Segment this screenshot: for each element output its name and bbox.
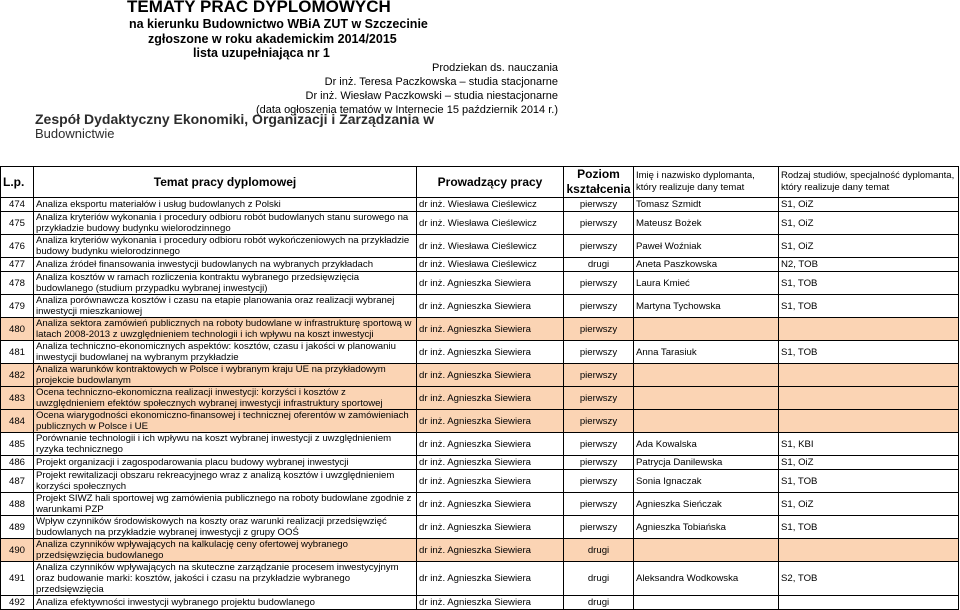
cell-imie: Aleksandra Wodkowska bbox=[634, 562, 779, 596]
cell-prowadzacy: dr inż. Agnieszka Siewiera bbox=[417, 272, 564, 295]
discipline-name: Budownictwie bbox=[35, 126, 115, 141]
cell-lp: 476 bbox=[1, 235, 34, 258]
cell-lp: 487 bbox=[1, 470, 34, 493]
cell-poziom: drugi bbox=[564, 562, 634, 596]
cell-poziom: pierwszy bbox=[564, 318, 634, 341]
cell-prowadzacy: dr inż. Wiesława Cieślewicz bbox=[417, 212, 564, 235]
cell-prowadzacy: dr inż. Agnieszka Siewiera bbox=[417, 433, 564, 456]
list-number-line: lista uzupełniająca nr 1 bbox=[193, 46, 330, 60]
cell-rodzaj bbox=[779, 539, 959, 562]
cell-imie: Agnieszka Tobiańska bbox=[634, 516, 779, 539]
cell-lp: 479 bbox=[1, 295, 34, 318]
col-header-temat: Temat pracy dyplomowej bbox=[34, 167, 417, 198]
cell-rodzaj bbox=[779, 364, 959, 387]
cell-temat: Porównanie technologii i ich wpływu na koszt wybranej inwestycji z uwzględnieniem ryzyka technicznego bbox=[34, 433, 417, 456]
cell-temat: Analiza kryteriów wykonania i procedury odbioru robót budowlanych stanu surowego na przykładzie budowy budynku wielorodzinnego bbox=[34, 212, 417, 235]
cell-imie: Patrycja Danilewska bbox=[634, 456, 779, 470]
cell-prowadzacy: dr inż. Agnieszka Siewiera bbox=[417, 364, 564, 387]
cell-temat: Projekt rewitalizacji obszaru rekreacyjnego wraz z analizą kosztów i uwzględnieniem korzyści społecznych bbox=[34, 470, 417, 493]
table-row bbox=[1, 387, 959, 410]
cell-prowadzacy: dr inż. Agnieszka Siewiera bbox=[417, 562, 564, 596]
academic-year-line: zgłoszone w roku akademickim 2014/2015 bbox=[148, 32, 397, 46]
cell-prowadzacy: dr inż. Agnieszka Siewiera bbox=[417, 295, 564, 318]
cell-rodzaj: S1, TOB bbox=[779, 341, 959, 364]
cell-lp: 491 bbox=[1, 562, 34, 596]
cell-temat: Ocena wiarygodności ekonomiczno-finansowej i technicznej oferentów w zamówieniach publicznych w Polsce i UE bbox=[34, 410, 417, 433]
cell-lp: 477 bbox=[1, 258, 34, 272]
cell-imie bbox=[634, 318, 779, 341]
table-row bbox=[1, 258, 959, 272]
table-header-row bbox=[1, 167, 959, 198]
cell-poziom: pierwszy bbox=[564, 235, 634, 258]
table-row bbox=[1, 470, 959, 493]
table-row bbox=[1, 341, 959, 364]
cell-prowadzacy: dr inż. Agnieszka Siewiera bbox=[417, 493, 564, 516]
cell-prowadzacy: dr inż. Wiesława Cieślewicz bbox=[417, 235, 564, 258]
cell-poziom: pierwszy bbox=[564, 433, 634, 456]
cell-lp: 489 bbox=[1, 516, 34, 539]
signatory-stacjonarne: Dr inż. Teresa Paczkowska – studia stacjonarne bbox=[324, 76, 558, 88]
signatory-niestacjonarne: Dr inż. Wiesław Paczkowski – studia niestacjonarne bbox=[305, 90, 558, 102]
cell-rodzaj: S1, OiZ bbox=[779, 456, 959, 470]
cell-rodzaj: S1, TOB bbox=[779, 272, 959, 295]
cell-poziom: pierwszy bbox=[564, 364, 634, 387]
table-row bbox=[1, 198, 959, 212]
cell-rodzaj: S1, TOB bbox=[779, 470, 959, 493]
cell-imie: Aneta Paszkowska bbox=[634, 258, 779, 272]
cell-rodzaj: S1, OiZ bbox=[779, 198, 959, 212]
cell-temat: Analiza kosztów w ramach rozliczenia kontraktu wybranego przedsięwzięcia budowlanego (studium przypadku wybranej inwestycji) bbox=[34, 272, 417, 295]
table-row bbox=[1, 562, 959, 596]
cell-temat: Analiza porównawcza kosztów i czasu na etapie planowania oraz realizacji wybranej inwestycji mieszkaniowej bbox=[34, 295, 417, 318]
cell-poziom: pierwszy bbox=[564, 212, 634, 235]
cell-prowadzacy: dr inż. Wiesława Cieślewicz bbox=[417, 258, 564, 272]
cell-rodzaj: S1, OiZ bbox=[779, 493, 959, 516]
table-row bbox=[1, 364, 959, 387]
cell-prowadzacy: dr inż. Agnieszka Siewiera bbox=[417, 516, 564, 539]
table-row bbox=[1, 596, 959, 610]
cell-rodzaj: S1, TOB bbox=[779, 295, 959, 318]
table-row bbox=[1, 410, 959, 433]
cell-imie: Laura Kmieć bbox=[634, 272, 779, 295]
cell-lp: 483 bbox=[1, 387, 34, 410]
cell-imie: Martyna Tychowska bbox=[634, 295, 779, 318]
cell-poziom: pierwszy bbox=[564, 493, 634, 516]
col-header-prowadzacy: Prowadzący pracy bbox=[417, 167, 564, 198]
cell-rodzaj bbox=[779, 410, 959, 433]
col-header-imie: Imię i nazwisko dyplomanta, który realizuje dany temat bbox=[634, 167, 779, 198]
col-header-rodzaj: Rodzaj studiów, specjalność dyplomanta, który realizuje dany temat bbox=[779, 167, 959, 198]
page-title: TEMATY PRAC DYPLOMOWYCH bbox=[127, 0, 391, 16]
cell-temat: Projekt organizacji i zagospodarowania placu budowy wybranej inwestycji bbox=[34, 456, 417, 470]
cell-rodzaj: N2, TOB bbox=[779, 258, 959, 272]
table-row bbox=[1, 433, 959, 456]
cell-prowadzacy: dr inż. Wiesława Cieślewicz bbox=[417, 198, 564, 212]
cell-poziom: pierwszy bbox=[564, 272, 634, 295]
cell-lp: 478 bbox=[1, 272, 34, 295]
table-row bbox=[1, 295, 959, 318]
table-row bbox=[1, 272, 959, 295]
cell-poziom: drugi bbox=[564, 258, 634, 272]
cell-temat: Analiza źródeł finansowania inwestycji budowlanych na wybranych przykładach bbox=[34, 258, 417, 272]
cell-prowadzacy: dr inż. Agnieszka Siewiera bbox=[417, 539, 564, 562]
cell-prowadzacy: dr inż. Agnieszka Siewiera bbox=[417, 470, 564, 493]
col-header-poziom: Poziom kształcenia bbox=[564, 167, 634, 198]
cell-rodzaj: S1, TOB bbox=[779, 516, 959, 539]
cell-lp: 492 bbox=[1, 596, 34, 610]
cell-imie bbox=[634, 364, 779, 387]
cell-prowadzacy: dr inż. Agnieszka Siewiera bbox=[417, 387, 564, 410]
table-row bbox=[1, 456, 959, 470]
cell-imie: Anna Tarasiuk bbox=[634, 341, 779, 364]
cell-prowadzacy: dr inż. Agnieszka Siewiera bbox=[417, 410, 564, 433]
cell-poziom: pierwszy bbox=[564, 456, 634, 470]
cell-prowadzacy: dr inż. Agnieszka Siewiera bbox=[417, 318, 564, 341]
cell-imie: Ada Kowalska bbox=[634, 433, 779, 456]
table-row bbox=[1, 212, 959, 235]
cell-poziom: pierwszy bbox=[564, 387, 634, 410]
cell-temat: Wpływ czynników środowiskowych na koszty oraz warunki realizacji przedsięwzięć budowlanych na przykładzie wybranej inwestycji z grupy OOŚ bbox=[34, 516, 417, 539]
col-header-lp: L.p. bbox=[1, 167, 34, 198]
cell-poziom: pierwszy bbox=[564, 516, 634, 539]
cell-lp: 490 bbox=[1, 539, 34, 562]
cell-imie: Mateusz Bożek bbox=[634, 212, 779, 235]
cell-rodzaj: S1, KBI bbox=[779, 433, 959, 456]
cell-temat: Analiza techniczno-ekonomicznych aspektów: kosztów, czasu i jakości w planowaniu inwestycji budowlanej na wybranym przykładzie bbox=[34, 341, 417, 364]
cell-imie: Sonia Ignaczak bbox=[634, 470, 779, 493]
cell-lp: 482 bbox=[1, 364, 34, 387]
cell-lp: 488 bbox=[1, 493, 34, 516]
cell-lp: 484 bbox=[1, 410, 34, 433]
cell-lp: 480 bbox=[1, 318, 34, 341]
cell-temat: Analiza eksportu materiałów i usług budowlanych z Polski bbox=[34, 198, 417, 212]
cell-rodzaj: S1, OiZ bbox=[779, 235, 959, 258]
cell-lp: 485 bbox=[1, 433, 34, 456]
cell-imie bbox=[634, 539, 779, 562]
cell-imie: Agnieszka Sieńczak bbox=[634, 493, 779, 516]
cell-prowadzacy: dr inż. Agnieszka Siewiera bbox=[417, 456, 564, 470]
faculty-line: na kierunku Budownictwo WBiA ZUT w Szczecinie bbox=[129, 17, 428, 31]
cell-temat: Analiza kryteriów wykonania i procedury odbioru robót wykończeniowych na przykładzie budowy budynku wielorodzinnego bbox=[34, 235, 417, 258]
cell-lp: 474 bbox=[1, 198, 34, 212]
cell-temat: Analiza efektywności inwestycji wybranego projektu budowlanego bbox=[34, 596, 417, 610]
thesis-topics-table bbox=[0, 166, 959, 610]
table-row bbox=[1, 318, 959, 341]
cell-imie bbox=[634, 387, 779, 410]
cell-rodzaj bbox=[779, 596, 959, 610]
table-row bbox=[1, 235, 959, 258]
cell-poziom: pierwszy bbox=[564, 341, 634, 364]
cell-lp: 475 bbox=[1, 212, 34, 235]
cell-rodzaj: S2, TOB bbox=[779, 562, 959, 596]
cell-imie: Paweł Woźniak bbox=[634, 235, 779, 258]
cell-temat: Analiza czynników wpływających na skuteczne zarządzanie procesem inwestycyjnym oraz budowanie marki: kosztów, jakości i czasu na przykładzie wybranego przedsięwzięcia bbox=[34, 562, 417, 596]
cell-poziom: drugi bbox=[564, 596, 634, 610]
announcement-date: (data ogłoszenia tematów w Internecie 15 październik 2014 r.) bbox=[255, 104, 558, 116]
cell-rodzaj bbox=[779, 318, 959, 341]
cell-temat: Projekt SIWZ hali sportowej wg zamówienia publicznego na roboty budowlane zgodnie z warunkami PZP bbox=[34, 493, 417, 516]
cell-lp: 486 bbox=[1, 456, 34, 470]
table-row bbox=[1, 516, 959, 539]
table-row bbox=[1, 493, 959, 516]
cell-temat: Analiza czynników wpływających na kalkulację ceny ofertowej wybranego przedsięwzięcia budowlanego bbox=[34, 539, 417, 562]
cell-temat: Analiza warunków kontraktowych w Polsce i wybranym kraju UE na przykładowym projekcie budowlanym bbox=[34, 364, 417, 387]
cell-prowadzacy: dr inż. Agnieszka Siewiera bbox=[417, 341, 564, 364]
cell-imie bbox=[634, 410, 779, 433]
cell-rodzaj: S1, OiZ bbox=[779, 212, 959, 235]
department-name: Zespół Dydaktyczny Ekonomiki, Organizacji i Zarządzania w bbox=[35, 111, 435, 127]
cell-temat: Analiza sektora zamówień publicznych na roboty budowlane w infrastrukturę sportową w latach 2008-2013 z uwzględnieniem technologii i ich wpływu na koszt inwestycji bbox=[34, 318, 417, 341]
cell-poziom: drugi bbox=[564, 539, 634, 562]
cell-poziom: pierwszy bbox=[564, 295, 634, 318]
cell-temat: Ocena techniczno-ekonomiczna realizacji inwestycji: korzyści i kosztów z uwzględnieniem efektów społecznych wybranej inwestycji infrastruktury sportowej bbox=[34, 387, 417, 410]
cell-poziom: pierwszy bbox=[564, 410, 634, 433]
cell-rodzaj bbox=[779, 387, 959, 410]
cell-imie: Tomasz Szmidt bbox=[634, 198, 779, 212]
cell-lp: 481 bbox=[1, 341, 34, 364]
cell-prowadzacy: dr inż. Agnieszka Siewiera bbox=[417, 596, 564, 610]
cell-poziom: pierwszy bbox=[564, 198, 634, 212]
cell-imie bbox=[634, 596, 779, 610]
signatory-title: Prodziekan ds. nauczania bbox=[432, 62, 558, 74]
table-row bbox=[1, 539, 959, 562]
cell-poziom: pierwszy bbox=[564, 470, 634, 493]
